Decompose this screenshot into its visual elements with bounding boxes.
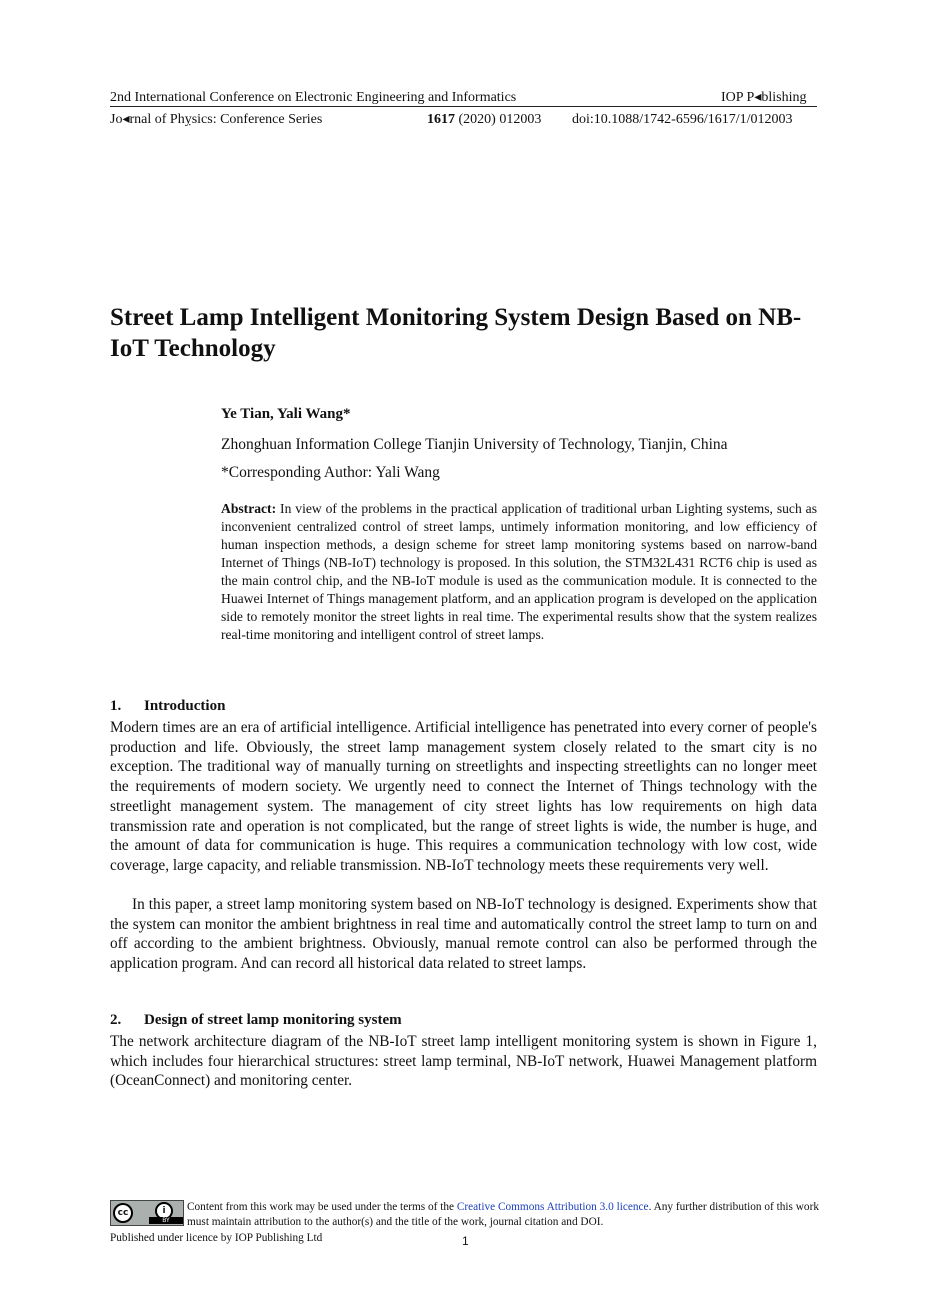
paragraph: The network architecture diagram of the NB-IoT street lamp intelligent monitoring system is shown in Figure 1, which includes four hierarchical structures: street lamp terminal, NB-IoT network, Huawei Management platform (OceanConnect) and monitoring center. — [110, 1033, 817, 1090]
paragraph: Modern times are an era of artificial intelligence. Artificial intelligence has penetrated into every corner of people's production and life. Obviously, the street lamp management system closely related to the smart city is no exception. The traditional way of manually turning on streetlights and inspecting streetlights can no longer meet the requirements of modern society. We urgently need to connect the Internet of Things technology with the streetlight management system. The management of city street lights has low requirements on high data transmission rate and operation is not complicated, but the range of street lights is wide, the number is huge, and the amount of data for communication is huge. This requires a communication technology with low cost, wide coverage, large capacity, and reliable transmission. NB-IoT technology meets these requirements very well. — [110, 719, 817, 874]
section-title: Introduction — [144, 698, 226, 714]
abstract-label: Abstract: — [221, 501, 277, 516]
section-number: 2. — [110, 1012, 122, 1028]
attribution-person-icon: i — [155, 1202, 173, 1220]
creative-commons-icon: cc — [113, 1203, 133, 1223]
license-suffix: . Any further distribution of this work must maintain attribution to the author(s) and the title of the work, journal citation and DOI. — [187, 1201, 819, 1228]
header-journal: Jo◂rnal of Phỵsics: Conference Series — [110, 112, 323, 127]
abstract — [221, 500, 817, 644]
header-publisher: IOP P◂blishing — [721, 90, 807, 105]
published-under-licence: Published under licence by IOP Publishing Ltd — [110, 1232, 323, 1244]
paper-title: Street Lamp Intelligent Monitoring System Design Based on NB-IoT Technology — [110, 304, 802, 362]
section-title: Design of street lamp monitoring system — [144, 1012, 402, 1028]
header-doi[interactable]: doi:10.1088/1742-6596/1617/1/012003 — [572, 112, 793, 127]
license-prefix: Content from this work may be used under the terms of the — [187, 1201, 455, 1213]
header-rule — [110, 106, 817, 107]
section-heading-introduction — [110, 698, 225, 715]
by-label: BY — [149, 1217, 183, 1224]
header-year-article: (2020) 012003 — [458, 112, 542, 127]
section-number: 1. — [110, 698, 122, 714]
cc-by-license-badge[interactable] — [110, 1200, 184, 1226]
header-volume-line — [427, 111, 541, 128]
license-link[interactable]: Creative Commons Attribution 3.0 licence — [456, 1201, 649, 1213]
abstract-text: In view of the problems in the practical application of traditional urban Lighting systems, such as inconvenient centralized control of street lamps, untimely information monitoring, and low efficiency of human inspection methods, a design scheme for street lamp monitoring systems based on narrow-band Internet of Things (NB-IoT) technology is proposed. In this solution, the STM32L431 RCT6 chip is used as the main control chip, and the NB-IoT module is used as the communication module. It is connected to the Huawei Internet of Things management platform, and an application program is developed on the application side to remotely monitor the street lights in real time. The experimental results show that the system realizes real-time monitoring and intelligent control of street lamps. — [221, 501, 817, 642]
page-number: 1 — [462, 1234, 469, 1248]
section-heading-design — [110, 1012, 402, 1029]
corresponding-author: *Corresponding Author: Yali Wang — [221, 464, 440, 481]
paragraph: In this paper, a street lamp monitoring system based on NB-IoT technology is designed. Experiments show that the system can monitor the ambient brightness in real time and automatically control the street lamp to turn on and off according to the ambient brightness. Obviously, manual remote control can also be performed through the application program. And can record all historical data related to street lamps. — [110, 896, 817, 973]
header-volume: 1617 — [427, 112, 455, 127]
paper-authors: Ye Tian, Yali Wang* — [221, 406, 351, 422]
paper-affiliation: Zhonghuan Information College Tianjin University of Technology, Tianjin, China — [221, 436, 728, 453]
license-notice — [187, 1200, 819, 1230]
header-conference: 2nd International Conference on Electronic Engineering and Informatics — [110, 90, 517, 105]
